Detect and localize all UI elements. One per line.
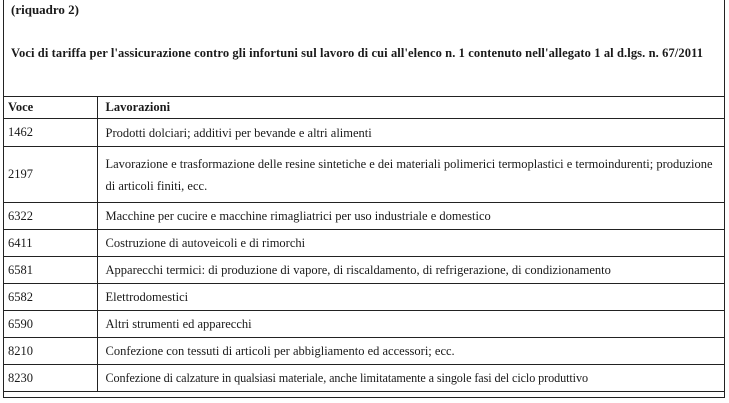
table-header-row (4, 97, 724, 119)
voce-cell: 6590 (4, 311, 97, 338)
voce-cell: 8230 (4, 365, 97, 392)
voce-cell: 6582 (4, 284, 97, 311)
table-row (4, 284, 724, 311)
table-row (4, 338, 724, 365)
lavorazione-cell: Altri strumenti ed apparecchi (97, 311, 724, 338)
lavorazione-cell: Prodotti dolciari; additivi per bevande e altri alimenti (97, 119, 724, 147)
table-row (4, 119, 724, 147)
lavorazione-cell: Costruzione di autoveicoli e di rimorchi (97, 230, 724, 257)
table-row (4, 147, 724, 203)
table-row (4, 230, 724, 257)
header-lavorazioni: Lavorazioni (97, 97, 724, 119)
lavorazione-cell: Lavorazione e trasformazione delle resine sintetiche e dei materiali polimerici termoplastici e termoindurenti; produzione di articoli finiti, ecc. (97, 147, 724, 203)
lavorazione-cell: Elettrodomestici (97, 284, 724, 311)
tariff-table (4, 97, 724, 392)
table-row (4, 203, 724, 230)
header-box (4, 0, 724, 97)
lavorazione-cell: Apparecchi termici: di produzione di vapore, di riscaldamento, di refrigerazione, di condizionamento (97, 257, 724, 284)
voce-cell: 6322 (4, 203, 97, 230)
lavorazione-cell: Confezione di calzature in qualsiasi materiale, anche limitatamente a singole fasi del ciclo produttivo (97, 365, 724, 392)
lavorazione-cell: Confezione con tessuti di articoli per abbigliamento ed accessori; ecc. (97, 338, 724, 365)
table-title: Voci di tariffa per l'assicurazione contro gli infortuni sul lavoro di cui all'elenco n. 1 contenuto nell'allegato 1 al d.lgs. n. 67/2011 (11, 46, 704, 60)
voce-cell: 1462 (4, 119, 97, 147)
voce-cell: 6581 (4, 257, 97, 284)
voce-cell: 6411 (4, 230, 97, 257)
header-voce: Voce (4, 97, 97, 119)
document-frame (3, 0, 725, 398)
voce-cell: 8210 (4, 338, 97, 365)
table-row (4, 257, 724, 284)
box-caption: (riquadro 2) (11, 2, 80, 17)
table-row (4, 311, 724, 338)
voce-cell: 2197 (4, 147, 97, 203)
table-row (4, 365, 724, 392)
lavorazione-cell: Macchine per cucire e macchine rimagliatrici per uso industriale e domestico (97, 203, 724, 230)
